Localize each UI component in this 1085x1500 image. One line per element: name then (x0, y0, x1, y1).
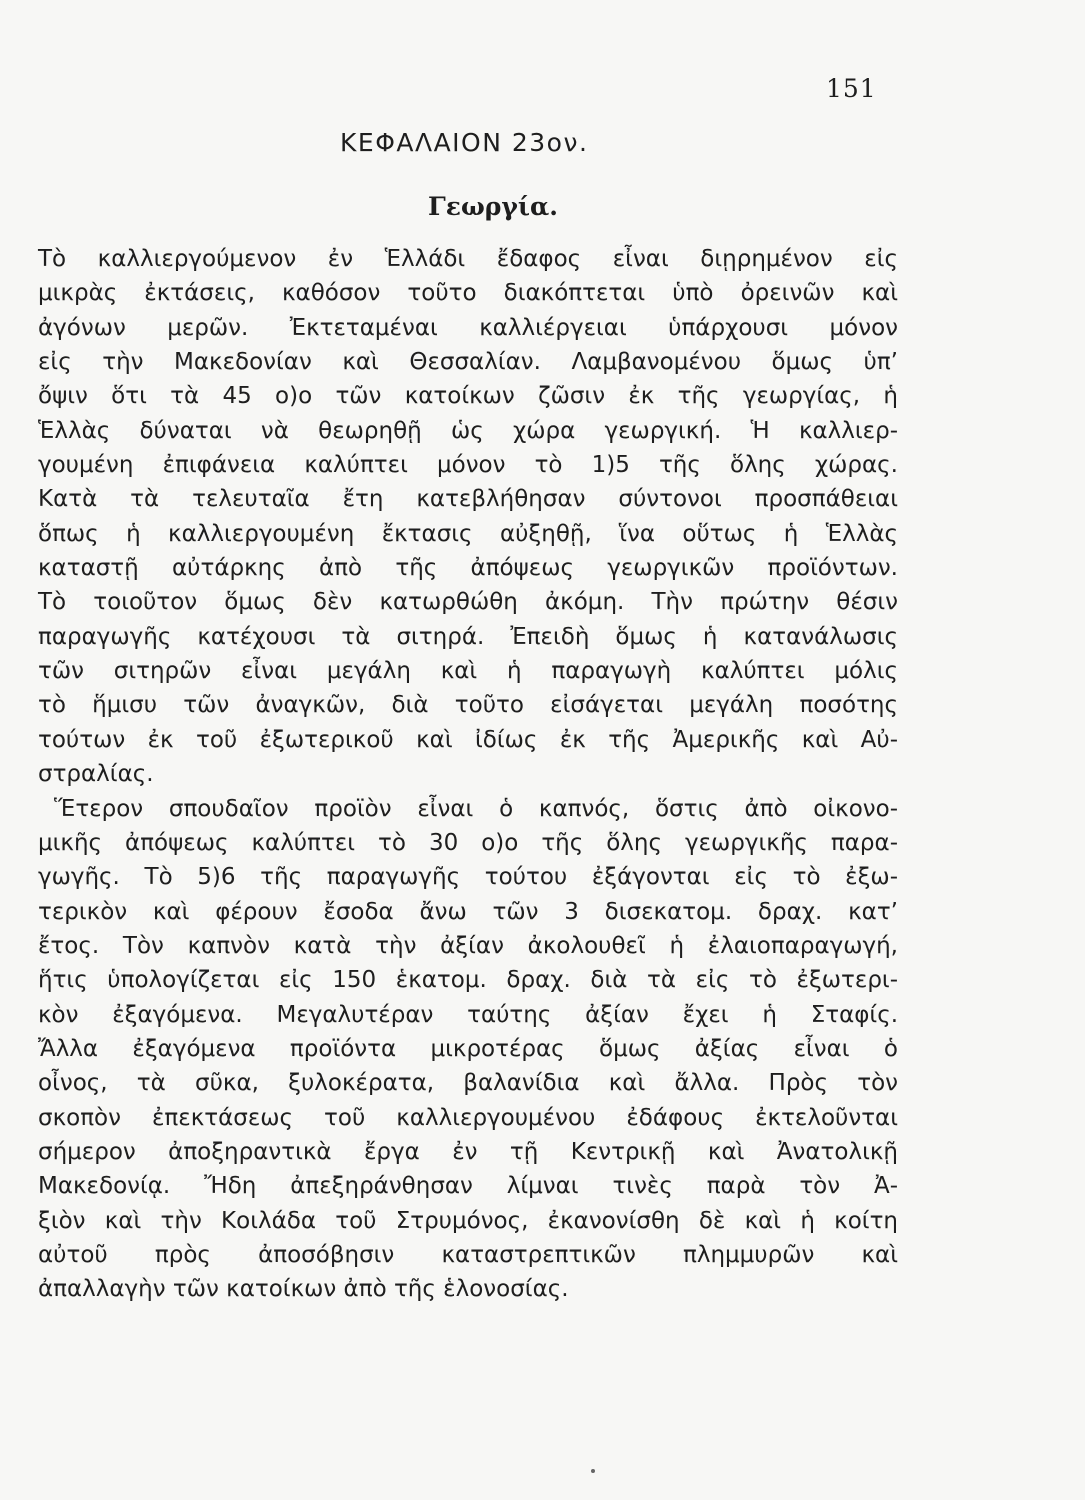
text-line: ἥτις ὑπολογίζεται εἰς 150 ἑκατομ. δραχ. διὰ τὰ εἰς τὸ ἐξωτερι- (38, 967, 898, 994)
text-line: Ἑλλὰς δύναται νὰ θεωρηθῇ ὡς χώρα γεωργική. Ἡ καλλιερ- (38, 417, 898, 444)
chapter-heading: ΚΕΦΑΛΑΙΟΝ 23ον. (340, 128, 589, 157)
text-line: στραλίας. (38, 761, 154, 788)
text-line: τῶν σιτηρῶν εἶναι μεγάλη καὶ ἡ παραγωγὴ καλύπτει μόλις (38, 658, 898, 685)
body-text (38, 242, 898, 1307)
text-line: καταστῇ αὐτάρκης ἀπὸ τῆς ἀπόψεως γεωργικῶν προϊόντων. (38, 555, 898, 582)
text-line: μικῆς ἀπόψεως καλύπτει τὸ 30 ο)ο τῆς ὅλης γεωργικῆς παρα- (38, 829, 898, 856)
text-line: ὄψιν ὅτι τὰ 45 ο)ο τῶν κατοίκων ζῶσιν ἐκ τῆς γεωργίας, ἡ (38, 383, 898, 410)
text-line: γουμένη ἐπιφάνεια καλύπτει μόνον τὸ 1)5 τῆς ὅλης χώρας. (38, 452, 898, 479)
text-line: ἔτος. Τὸν καπνὸν κατὰ τὴν ἀξίαν ἀκολουθεῖ ἡ ἐλαιοπαραγωγή, (38, 932, 898, 959)
text-line: εἰς τὴν Μακεδονίαν καὶ Θεσσαλίαν. Λαμβανομένου ὅμως ὑπ’ (38, 349, 898, 376)
text-line: ξιὸν καὶ τὴν Κοιλάδα τοῦ Στρυμόνος, ἐκανονίσθη δὲ καὶ ἡ κοίτη (38, 1207, 898, 1234)
text-line: Ἕτερον σπουδαῖον προϊὸν εἶναι ὁ καπνός, ὅστις ἀπὸ οἰκονο- (54, 795, 898, 822)
text-line: τούτων ἐκ τοῦ ἐξωτερικοῦ καὶ ἰδίως ἐκ τῆς Ἀμερικῆς καὶ Αὐ- (38, 726, 898, 753)
section-title: Γεωργία. (428, 192, 558, 221)
text-line: Τὸ τοιοῦτον ὅμως δὲν κατωρθώθη ἀκόμη. Τὴν πρώτην θέσιν (38, 589, 898, 616)
text-line: παραγωγῆς κατέχουσι τὰ σιτηρά. Ἐπειδὴ ὅμως ἡ κατανάλωσις (38, 623, 898, 650)
text-line: Μακεδονίᾳ. Ἤδη ἀπεξηράνθησαν λίμναι τινὲς παρὰ τὸν Ἀ- (38, 1173, 898, 1200)
text-line: αὐτοῦ πρὸς ἀποσόβησιν καταστρεπτικῶν πλημμυρῶν καὶ (38, 1241, 898, 1268)
text-line: ὅπως ἡ καλλιεργουμένη ἔκτασις αὐξηθῇ, ἵνα οὕτως ἡ Ἑλλὰς (38, 520, 898, 547)
text-line: σήμερον ἀποξηραντικὰ ἔργα ἐν τῇ Κεντρικῇ καὶ Ἀνατολικῇ (38, 1138, 898, 1165)
print-speck (591, 1469, 595, 1473)
text-line: Κατὰ τὰ τελευταῖα ἔτη κατεβλήθησαν σύντονοι προσπάθειαι (38, 486, 898, 513)
text-line: μικρὰς ἐκτάσεις, καθόσον τοῦτο διακόπτεται ὑπὸ ὀρεινῶν καὶ (38, 280, 898, 307)
text-line: σκοπὸν ἐπεκτάσεως τοῦ καλλιεργουμένου ἐδάφους ἐκτελοῦνται (38, 1104, 898, 1131)
text-line: κὸν ἐξαγόμενα. Μεγαλυτέραν ταύτης ἀξίαν ἔχει ἡ Σταφίς. (38, 1001, 898, 1028)
text-line: Τὸ καλλιεργούμενον ἐν Ἑλλάδι ἔδαφος εἶναι διῃρημένον εἰς (38, 246, 898, 272)
text-line: ἀπαλλαγὴν τῶν κατοίκων ἀπὸ τῆς ἑλονοσίας. (38, 1276, 569, 1303)
text-line: Ἄλλα ἐξαγόμενα προϊόντα μικροτέρας ὅμως ἀξίας εἶναι ὁ (38, 1035, 898, 1062)
text-line: οἶνος, τὰ σῦκα, ξυλοκέρατα, βαλανίδια καὶ ἄλλα. Πρὸς τὸν (38, 1070, 898, 1097)
page-number: 151 (826, 74, 877, 103)
text-line: τερικὸν καὶ φέρουν ἔσοδα ἄνω τῶν 3 δισεκατομ. δραχ. κατ’ (38, 898, 898, 925)
text-line: γωγῆς. Τὸ 5)6 τῆς παραγωγῆς τούτου ἐξάγονται εἰς τὸ ἐξω- (38, 864, 898, 891)
text-line: ἀγόνων μερῶν. Ἐκτεταμέναι καλλιέργειαι ὑπάρχουσι μόνον (38, 314, 898, 341)
text-line: τὸ ἥμισυ τῶν ἀναγκῶν, διὰ τοῦτο εἰσάγεται μεγάλη ποσότης (38, 692, 898, 719)
